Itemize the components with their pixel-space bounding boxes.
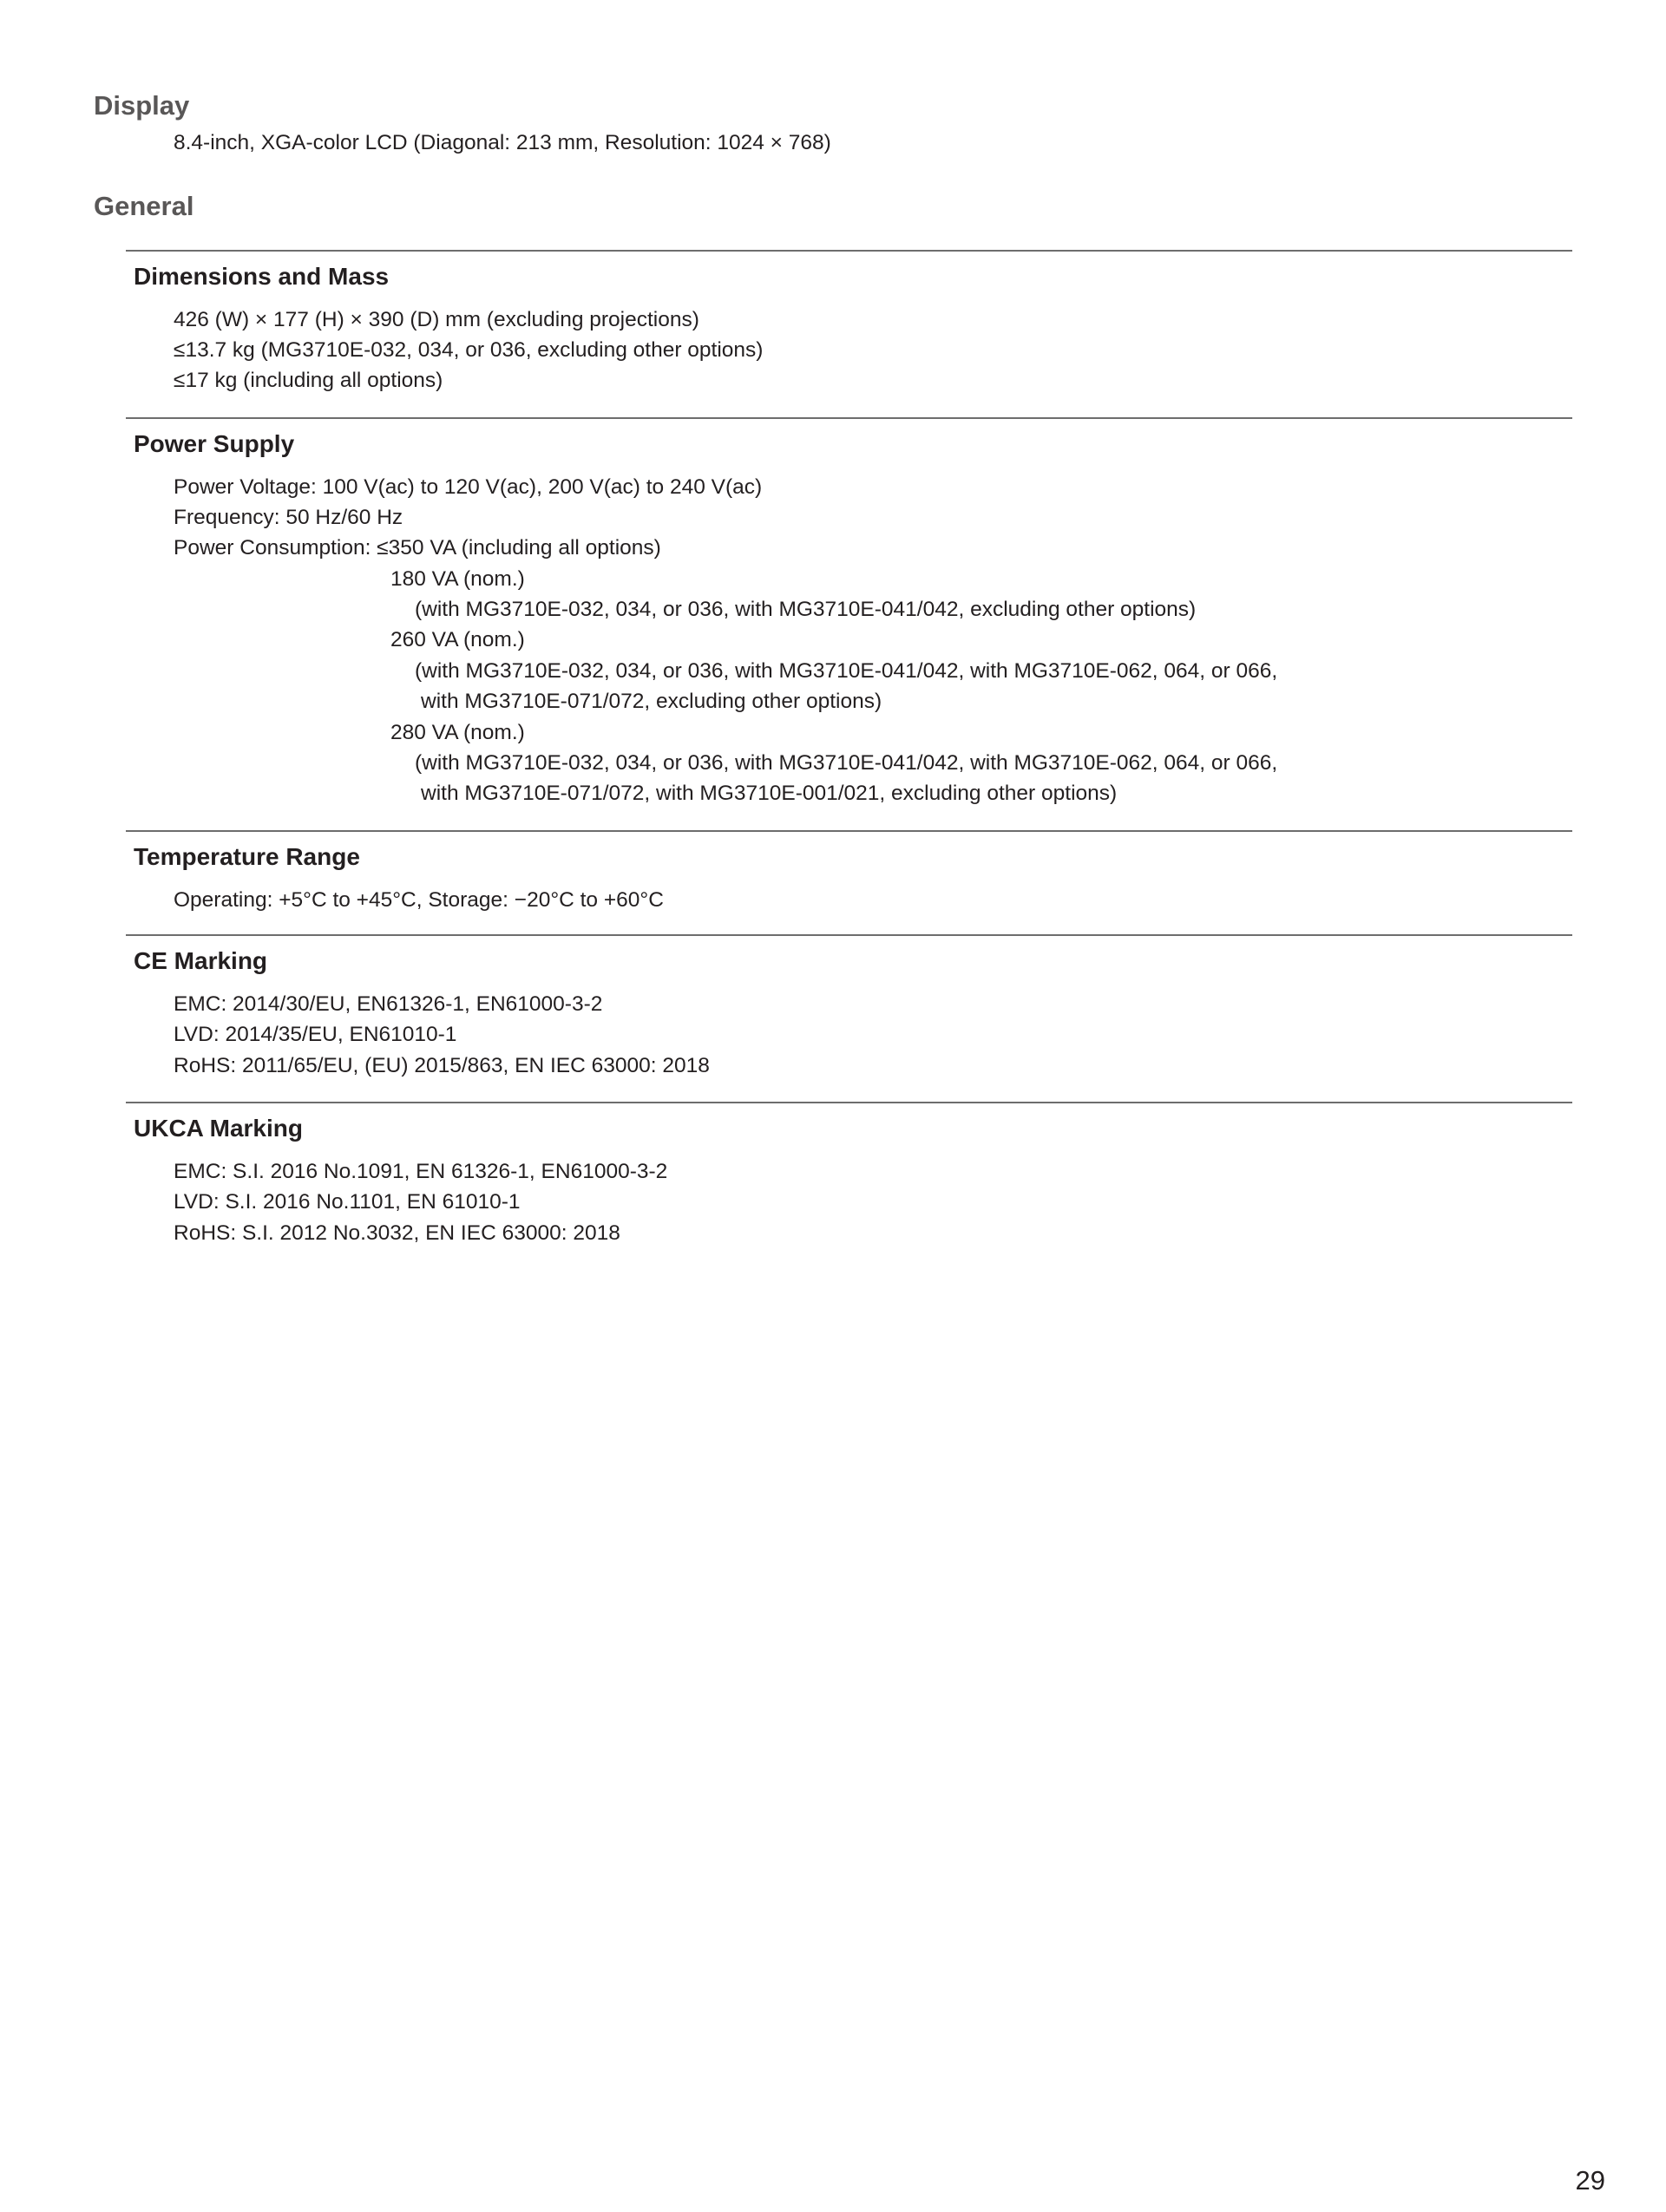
ukca-marking-line: LVD: S.I. 2016 No.1101, EN 61010-1	[174, 1190, 521, 1214]
power-voltage: Power Voltage: 100 V(ac) to 120 V(ac), 200 V(ac) to 240 V(ac)	[174, 475, 763, 499]
ukca-marking-line: EMC: S.I. 2016 No.1091, EN 61326-1, EN61000-3-2	[174, 1160, 668, 1183]
power-supply-heading: Power Supply	[134, 430, 295, 457]
dimensions-heading: Dimensions and Mass	[134, 263, 390, 290]
power-180va-note: (with MG3710E-032, 034, or 036, with MG3710E-041/042, excluding other options)	[415, 598, 1197, 621]
section-divider	[126, 250, 1572, 252]
display-spec: 8.4-inch, XGA-color LCD (Diagonal: 213 mm, Resolution: 1024 × 768)	[174, 131, 831, 154]
section-divider	[126, 1102, 1572, 1103]
power-280va-note: (with MG3710E-032, 034, or 036, with MG3710E-041/042, with MG3710E-062, 064, or 066,	[415, 751, 1278, 775]
section-divider	[126, 417, 1572, 419]
power-280va: 280 VA (nom.)	[390, 721, 525, 744]
power-260va: 260 VA (nom.)	[390, 628, 525, 651]
power-consumption: Power Consumption: ≤350 VA (including all options)	[174, 536, 661, 560]
dimensions-line: ≤13.7 kg (MG3710E-032, 034, or 036, excluding other options)	[174, 338, 764, 362]
ukca-marking-heading: UKCA Marking	[134, 1115, 303, 1142]
temperature-heading: Temperature Range	[134, 843, 360, 870]
ce-marking-line: RoHS: 2011/65/EU, (EU) 2015/863, EN IEC 63000: 2018	[174, 1054, 710, 1077]
section-divider	[126, 830, 1572, 832]
power-260va-note: (with MG3710E-032, 034, or 036, with MG3710E-041/042, with MG3710E-062, 064, or 066,	[415, 659, 1278, 683]
power-280va-note-cont: with MG3710E-071/072, with MG3710E-001/021, excluding other options)	[421, 782, 1118, 805]
section-divider	[126, 934, 1572, 936]
ce-marking-line: LVD: 2014/35/EU, EN61010-1	[174, 1023, 457, 1046]
ukca-marking-line: RoHS: S.I. 2012 No.3032, EN IEC 63000: 2018	[174, 1221, 620, 1245]
ce-marking-line: EMC: 2014/30/EU, EN61326-1, EN61000-3-2	[174, 992, 603, 1016]
temperature-spec: Operating: +5°C to +45°C, Storage: −20°C to +60°C	[174, 888, 664, 912]
dimensions-line: 426 (W) × 177 (H) × 390 (D) mm (excluding projections)	[174, 308, 699, 331]
general-heading: General	[94, 191, 194, 221]
display-heading: Display	[94, 90, 190, 121]
power-frequency: Frequency: 50 Hz/60 Hz	[174, 506, 403, 529]
page-number: 29	[1575, 2165, 1605, 2196]
power-180va: 180 VA (nom.)	[390, 567, 525, 591]
dimensions-line: ≤17 kg (including all options)	[174, 369, 443, 392]
ce-marking-heading: CE Marking	[134, 947, 268, 974]
power-260va-note-cont: with MG3710E-071/072, excluding other options)	[421, 690, 882, 713]
